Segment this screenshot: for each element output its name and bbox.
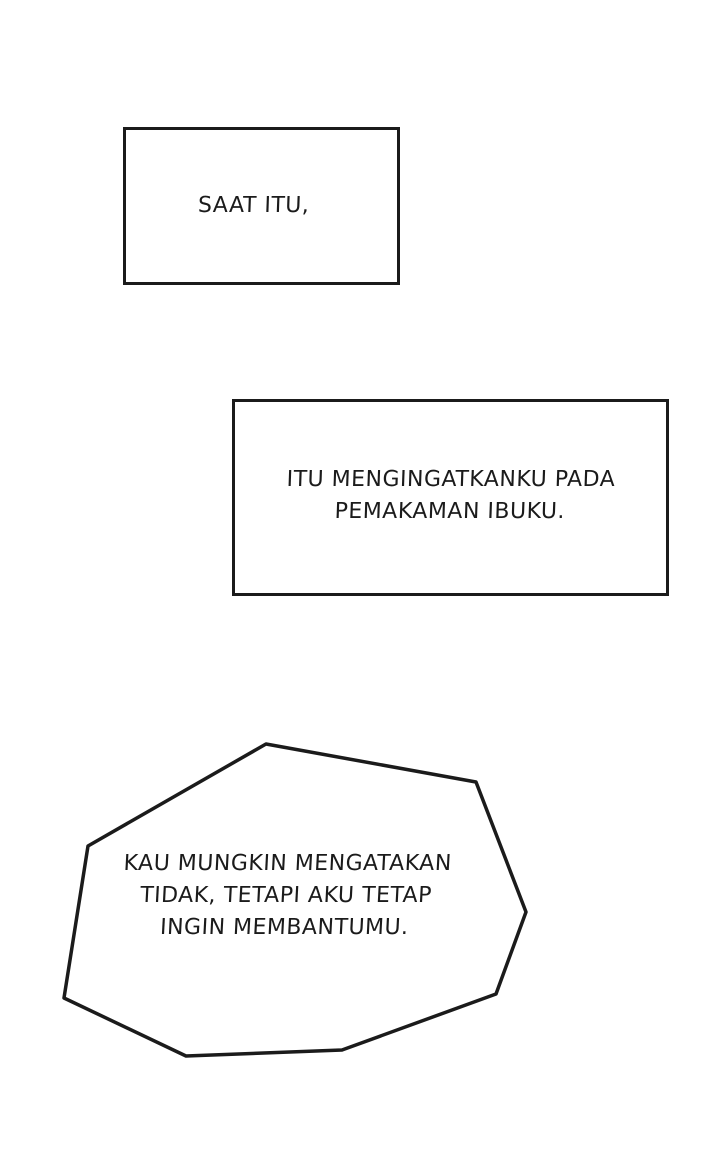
caption-box-1	[123, 127, 400, 285]
speech-balloon-3-text: KAU MUNGKIN MENGATAKAN TIDAK, TETAPI AKU TETAP INGIN MEMBANTUMU.	[122, 851, 453, 940]
speech-balloon-3	[44, 726, 560, 1066]
caption-box-2-text: ITU MENGINGATKANKU PADA PEMAKAMAN IBUKU.	[286, 467, 616, 524]
caption-box-2	[232, 399, 669, 596]
caption-box-1-text: SAAT ITU,	[197, 193, 310, 219]
